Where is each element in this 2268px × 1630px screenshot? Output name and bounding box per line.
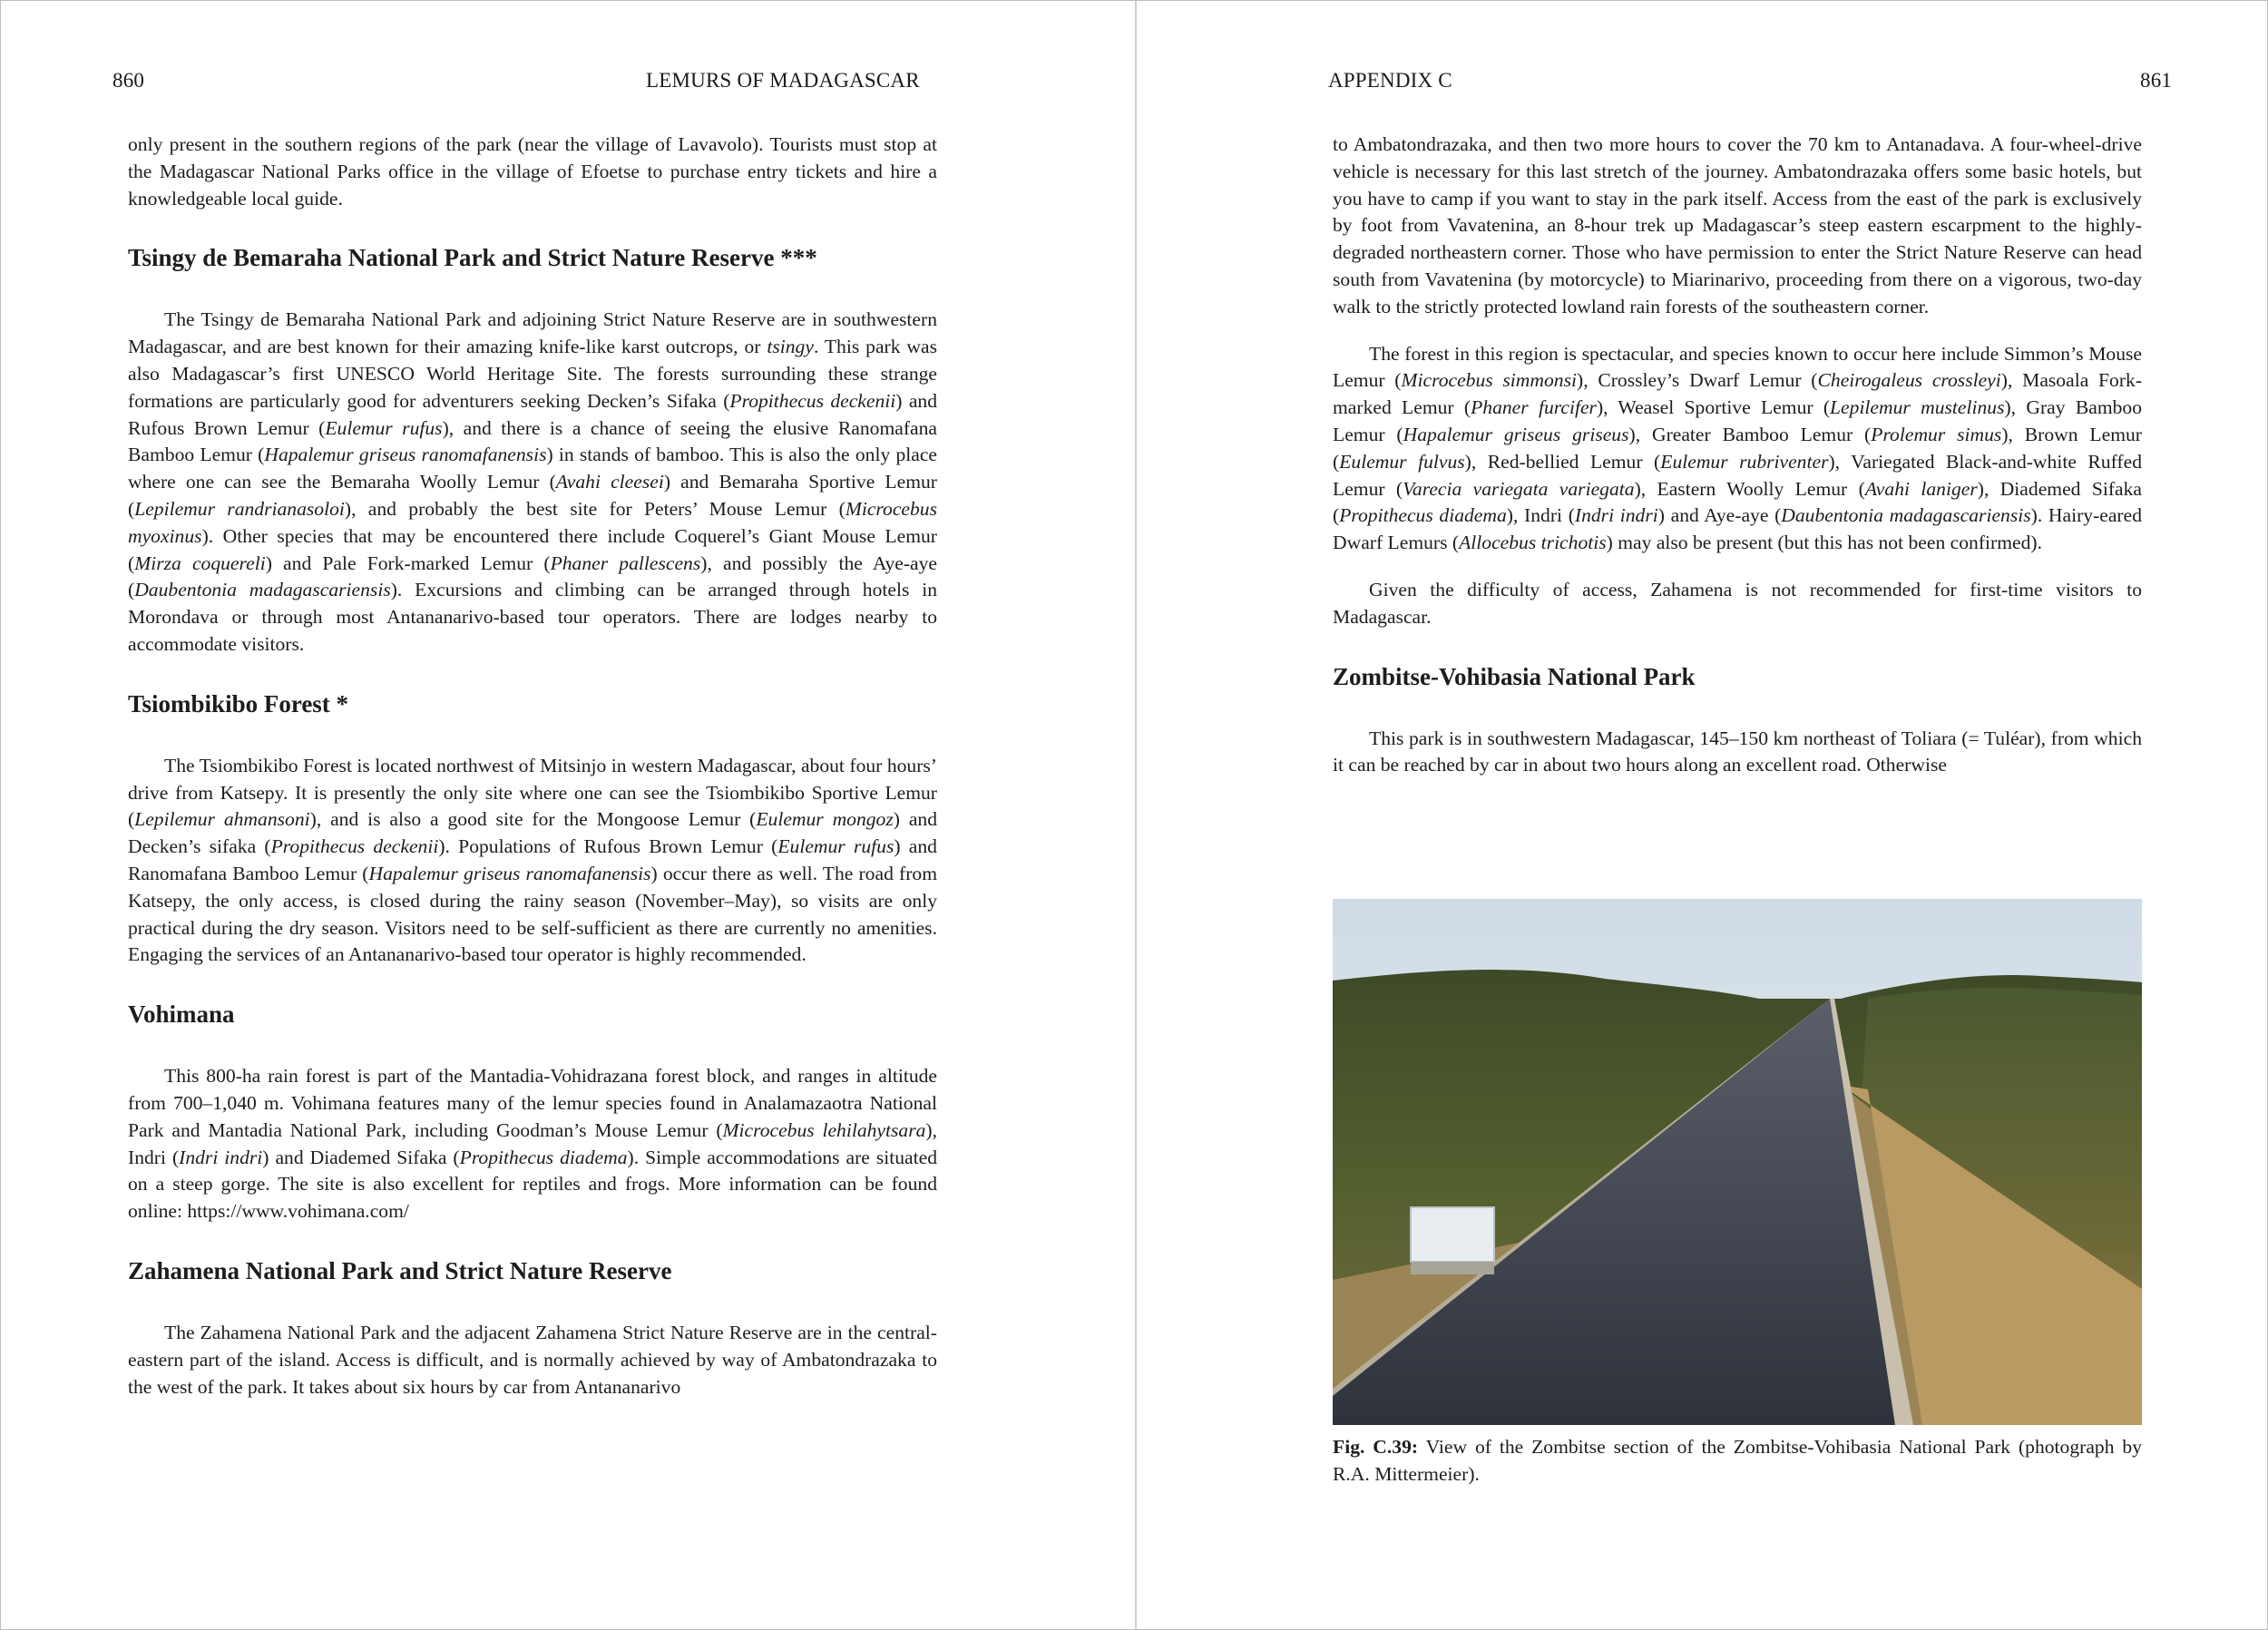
right-page-number: 861 (2140, 69, 2173, 92)
paragraph-species: The forest in this region is spectacular, and species known to occur here include Simmon’s Mouse Lemur (Microcebus simmonsi), Crossley’s Dwarf Lemur (Cheirogaleus crossleyi), Masoala Fork-marked Lemur (Phaner furcifer), Weasel Sportive Lemur (Lepilemur mustelinus), Gray Bamboo Lemur (Hapalemur griseus griseus), Greater Bamboo Lemur (Prolemur simus), Brown Lemur (Eulemur fulvus), Red-bellied Lemur (Eulemur rubriventer), Variegated Black-and-white Ruffed Lemur (Varecia variegata variegata), Eastern Woolly Lemur (Avahi laniger), Diademed Sifaka (Propithecus diadema), Indri (Indri indri) and Aye-aye (Daubentonia madagascariensis). Hairy-eared Dwarf Lemurs (Allocebus trichotis) may also be present (but this has not been confirmed). (1333, 342, 2143, 554)
road-photograph (1333, 899, 2142, 1425)
section-heading-vohimana: Vohimana (128, 1000, 235, 1029)
paragraph-zombitse: This park is in southwestern Madagascar, 145–150 km northeast of Toliara (= Tuléar), from which it can be reached by car in about two hours along an excellent road. Otherwise (1333, 727, 2142, 776)
right-text-column (1333, 132, 2142, 799)
section-heading-zahamena: Zahamena National Park and Strict Nature Reserve (128, 1256, 672, 1284)
section-heading-tsiombikibo: Tsiombikibo Forest * (128, 689, 349, 717)
left-running-head: LEMURS OF MADAGASCAR (646, 69, 920, 92)
paragraph: only present in the southern regions of the park (near the village of Lavavolo). Tourists must stop at the Madagascar National Parks office in the village of Efoetse to purchase entry tickets and hire a knowledgeable local guide. (128, 133, 937, 210)
paragraph-tsingy: The Tsingy de Bemaraha National Park and adjoining Strict Nature Reserve are in southwestern Madagascar, and are best known for their amazing knife-like karst outcrops, or tsingy. This park was also Madagascar’s first UNESCO World Heritage Site. The forests surrounding these strange formations are particularly good for adventurers seeking Decken’s Sifaka (Propithecus deckenii) and Rufous Brown Lemur (Eulemur rufus), and there is a chance of seeing the elusive Ranomafana Bamboo Lemur (Hapalemur griseus ranomafanensis) in stands of bamboo. This is also the only place where one can see the Bemaraha Woolly Lemur (Avahi cleesei) and Bemaraha Sportive Lemur (Lepilemur randrianasoloi), and probably the best site for Peters’ Mouse Lemur (Microcebus myoxinus). Other species that may be encountered there include Coquerel’s Giant Mouse Lemur (Mirza coquereli) and Pale Fork-marked Lemur (Phaner pallescens), and possibly the Aye-aye (Daubentonia madagascariensis). Excursions and climbing can be arranged through hotels in Morondava or through most Antananarivo-based tour operators. There are lodges nearby to accommodate visitors. (128, 308, 937, 655)
figure-caption: Fig. C.39: View of the Zombitse section of the Zombitse-Vohibasia National Park (photograph by R.A. Mittermeier). (1333, 1436, 2142, 1485)
left-text-column (128, 132, 937, 1420)
figure (1333, 899, 2142, 1488)
paragraph-zahamena: The Zahamena National Park and the adjacent Zahamena Strict Nature Reserve are in the central-eastern part of the island. Access is difficult, and is normally achieved by way of Ambatondrazaka to the west of the park. It takes about six hours by car from Antananarivo (128, 1321, 937, 1398)
paragraph: to Ambatondrazaka, and then two more hours to cover the 70 km to Antanadava. A four-wheel-drive vehicle is necessary for this last stretch of the journey. Ambatondrazaka offers some basic hotels, but you have to camp if you want to stay in the park itself. Access from the east of the park is exclusively by foot from Vavatenina, an 8-hour trek up Madagascar’s steep eastern escarpment to the highly-degraded northeastern corner. Those who have permission to enter the Strict Nature Reserve can head south from Vavatenina (by motorcycle) to Miarinarivo, proceeding from there on a vigorous, two-day walk to the strictly protected lowland rain forests of the southeastern corner. (1333, 133, 2142, 317)
paragraph: Given the difficulty of access, Zahamena is not recommended for first-time visitors to Madagascar. (1333, 578, 2142, 628)
section-heading-tsingy: Tsingy de Bemaraha National Park and Strict Nature Reserve *** (128, 244, 817, 272)
right-running-head: APPENDIX C (1328, 69, 1452, 92)
paragraph-vohimana: This 800-ha rain forest is part of the Mantadia-Vohidrazana forest block, and ranges in altitude from 700–1,040 m. Vohimana features many of the lemur species found in Analamazaotra National Park and Mantadia National Park, including Goodman’s Mouse Lemur (Microcebus lehilahytsara), Indri (Indri indri) and Diademed Sifaka (Propithecus diadema). Simple accommodations are situated on a steep gorge. The site is also excellent for reptiles and frogs. More information can be found online: https://www.vohimana.com/ (128, 1065, 938, 1223)
section-heading-zombitse: Zombitse-Vohibasia National Park (1333, 662, 1696, 690)
paragraph-tsiombikibo: The Tsiombikibo Forest is located northwest of Mitsinjo in western Madagascar, about four hours’ drive from Katsepy. It is presently the only site where one can see the Tsiombikibo Sportive Lemur (Lepilemur ahmansoni), and is also a good site for the Mongoose Lemur (Eulemur mongoz) and Decken’s sifaka (Propithecus deckenii). Populations of Rufous Brown Lemur (Eulemur rufus) and Ranomafana Bamboo Lemur (Hapalemur griseus ranomafanensis) occur there as well. The road from Katsepy, the only access, is closed during the rainy season (November–May), so visits are only practical during the dry season. Visitors need to be self-sufficient as there are currently no amenities. Engaging the services of an Antananarivo-based tour operator is highly recommended. (128, 754, 937, 966)
left-page-number: 860 (112, 69, 145, 92)
figure-label: Fig. C.39: (1333, 1436, 1419, 1458)
